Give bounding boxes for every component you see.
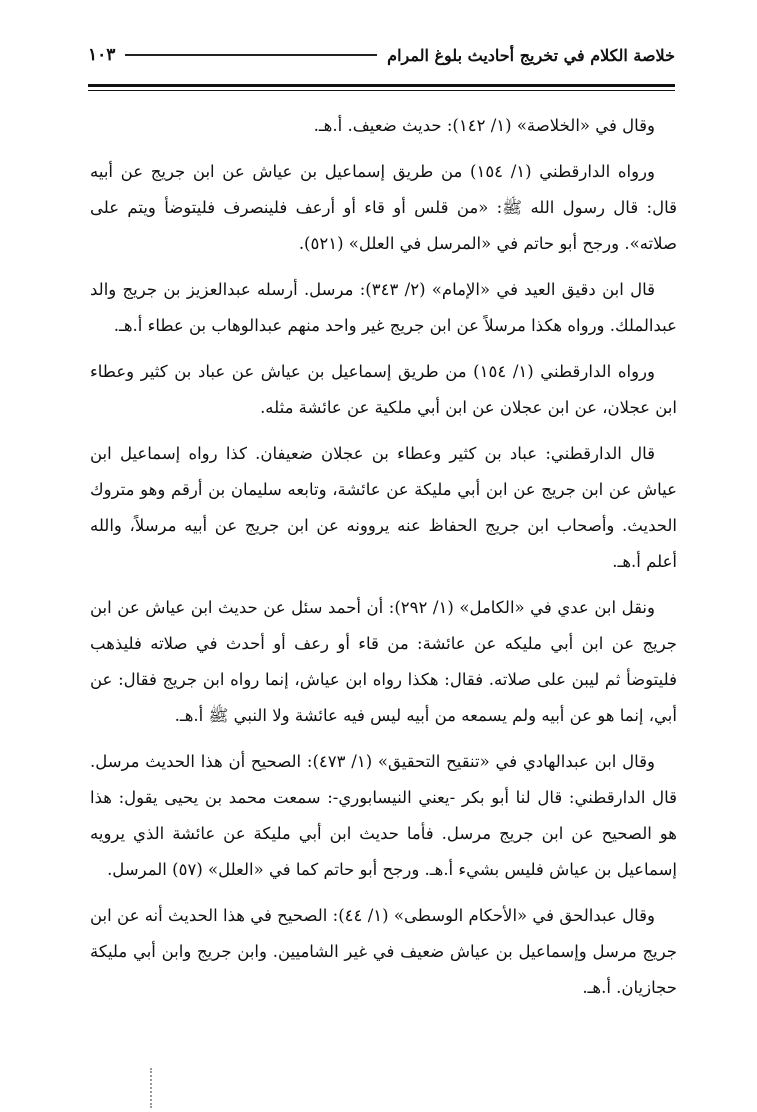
paragraph: ورواه الدارقطني (١/ ١٥٤) من طريق إسماعيل بن عياش عن ابن جريج عن أبيه قال: قال رسول الله ﷺ: «من قلس أو قاء أو أرعف فلينصرف فليتوضأ ويتم على صلاته». ورجح أبو حاتم في «المرسل في العلل» (٥٢١). xyxy=(90,162,677,253)
body-text xyxy=(90,108,677,1016)
paragraph: ورواه الدارقطني (١/ ١٥٤) من طريق إسماعيل بن عياش عن عباد بن كثير وعطاء ابن عجلان، عن ابن عجلان عن ابن أبي ملكية عن عائشة مثله. xyxy=(90,362,677,417)
scan-margin-dots xyxy=(150,1068,156,1108)
paragraph: ونقل ابن عدي في «الكامل» (١/ ٢٩٢): أن أحمد سئل عن حديث ابن عياش عن ابن جريج عن ابن أبي مليكه عن عائشة: من قاء أو رعف أو أحدث في صلاته فليذهب فليتوضأ ثم ليبن على صلاته. فقال: هكذا رواه ابن عياش، إنما رواه ابن جريج فقال: عن أبي، إنما هو عن أبيه ولم يسمعه من أبيه ليس فيه عائشة ولا النبي ﷺ أ.هـ. xyxy=(90,598,677,725)
header-divider-thick xyxy=(88,84,675,87)
header-divider-thin xyxy=(88,90,675,91)
running-title: خلاصة الكلام في تخريج أحاديث بلوغ المرام xyxy=(387,45,675,65)
header-rule xyxy=(125,54,377,56)
page-number: ١٠٣ xyxy=(88,45,116,65)
paragraph: وقال ابن عبدالهادي في «تنقيح التحقيق» (١/ ٤٧٣): الصحيح أن هذا الحديث مرسل. قال الدارقطني: قال لنا أبو بكر -يعني النيسابوري-: سمعت محمد بن يحيى يقول: هذا هو الصحيح عن ابن جريج مرسل. فأما حديث ابن أبي مليكة عن عائشة الذي يرويه إسماعيل بن عياش فليس بشيء أ.هـ. ورجح أبو حاتم كما في «العلل» (٥٧) المرسل. xyxy=(90,752,677,879)
paragraph: قال الدارقطني: عباد بن كثير وعطاء بن عجلان ضعيفان. كذا رواه إسماعيل ابن عياش عن ابن جريج عن ابن أبي مليكة عن عائشة، وتابعه سليمان بن أرقم وهو متروك الحديث. وأصحاب ابن جريج الحفاظ عنه يروونه عن ابن جريج عن أبيه مرسلاً، والله أعلم أ.هـ. xyxy=(90,444,677,571)
paragraph: قال ابن دقيق العيد في «الإمام» (٢/ ٣٤٣): مرسل. أرسله عبدالعزيز بن جريج والد عبدالملك. ورواه هكذا مرسلاً عن ابن جريج غير واحد منهم عبدالوهاب بن عطاء أ.هـ. xyxy=(90,280,677,335)
paragraph: وقال عبدالحق في «الأحكام الوسطى» (١/ ٤٤): الصحيح في هذا الحديث أنه عن ابن جريج مرسل وإسماعيل بن عياش ضعيف في غير الشاميين. وابن جريج وابن أبي مليكة حجازيان. أ.هـ. xyxy=(90,906,677,997)
page-header xyxy=(88,38,675,72)
paragraph: وقال في «الخلاصة» (١/ ١٤٢): حديث ضعيف. أ.هـ. xyxy=(313,116,655,135)
